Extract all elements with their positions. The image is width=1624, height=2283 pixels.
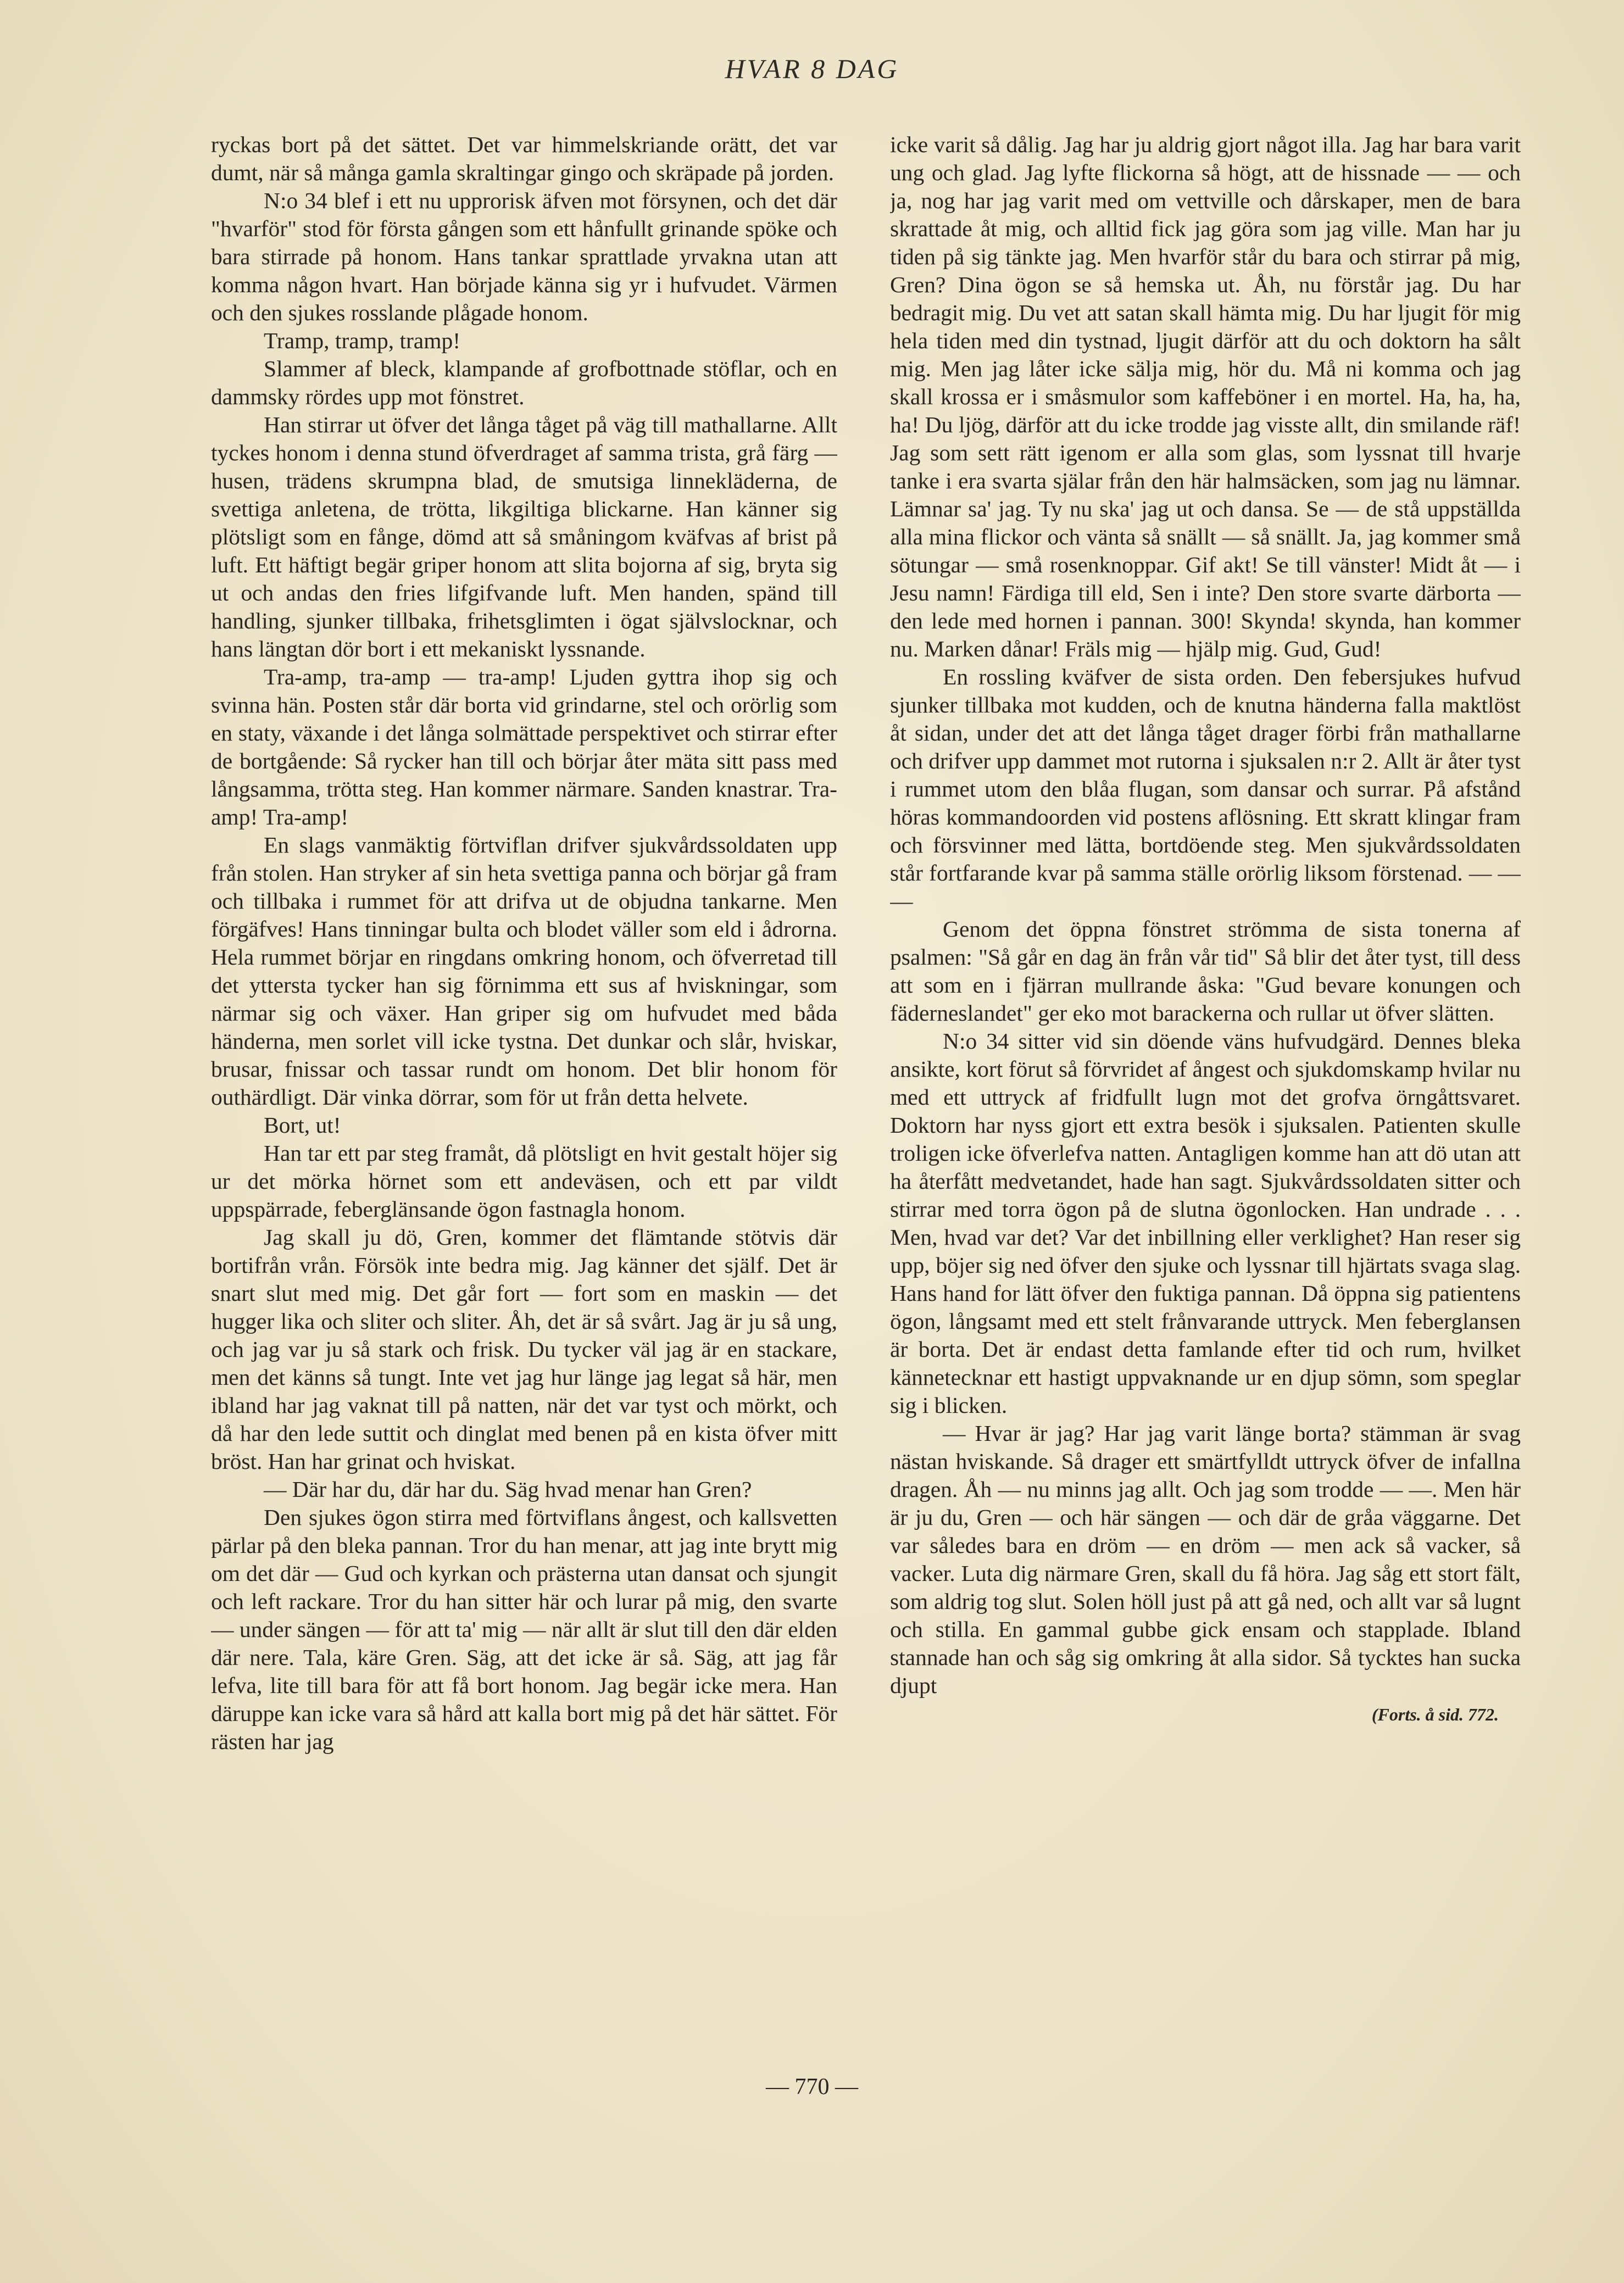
right-column-text <box>890 131 1521 1700</box>
paragraph: En slags vanmäktig förtviflan drifver sjukvårdssoldaten upp från stolen. Han stryker af sin heta svettiga panna och börjar gå fram och tillbaka i rummet för att drifva ut de objudna tankarne. Men förgäfves! Hans tinningar bulta och blodet väller som eld i ådrorna. Hela rummet börjar en ringdans omkring honom, och öfverretad till det yttersta tycker han sig förnimma ett sus af hviskningar, som närmar sig och växer. Han griper sig om hufvudet med båda händerna, men sorlet vill icke tystna. Det dunkar och slår, hviskar, brusar, fnissar och tassar rundt om honom. Det blir honom för outhärdligt. Där vinka dörrar, som för ut från detta helvete. <box>211 832 837 1110</box>
paragraph: Tramp, tramp, tramp! <box>264 328 461 353</box>
paragraph: Den sjukes ögon stirra med förtviflans ångest, och kallsvetten pärlar på den bleka pannan. Tror du han menar, att jag inte brytt mig om det där — Gud och kyrkan och prästerna utan dansat och sjungit och left rackare. Tror du han sitter här och lurar på mig, den svarte — under sängen — för att ta' mig — när allt är slut till den där elden där nere. Tala, käre Gren. Säg, att det icke är så. Säg, att jag får lefva, lite till bara för att få bort honom. Jag begär icke mera. Han däruppe kan icke vara så hård att kalla bort mig på det här sättet. För rästen har jag <box>211 1505 837 1754</box>
continuation-note: (Forts. å sid. 772. <box>1371 1705 1499 1724</box>
paragraph: Han stirrar ut öfver det långa tåget på väg till mathallarne. Allt tyckes honom i denna stund öfverdraget af samma trista, grå färg — husen, trädens skrumpna blad, de smutsiga linnekläderna, de svettiga anletena, de trötta, likgiltiga blickarne. Han känner sig plötsligt som en fånge, dömd att så småningom kväfvas af brist på luft. Ett häftigt begär griper honom att slita bojorna af sig, bryta sig ut och andas den fries lifgifvande luft. Men handen, spänd till handling, sjunker tillbaka, frihetsglimten i ögat självslocknar, och hans längtan dör bort i ett mekaniskt lyssnande. <box>211 412 837 661</box>
paragraph: icke varit så dålig. Jag har ju aldrig gjort något illa. Jag har bara varit ung och glad. Jag lyfte flickorna så högt, att de hissnade — — och ja, nog har jag varit med om vettville och dårskaper, men de bara skrattade åt mig, och alltid fick jag göra som jag ville. Man har ju tiden på sig tänkte jag. Men hvarför står du bara och stirrar på mig, Gren? Dina ögon se så hemska ut. Åh, nu förstår jag. Du har bedragit mig. Du vet att satan skall hämta mig. Du har ljugit för mig hela tiden med din tystnad, ljugit därför att du och doktorn ha sålt mig. Men jag låter icke sälja mig, hör du. Må ni komma och jag skall krossa er i småsmulor som kaffeböner i en mortel. Ha, ha, ha, ha! Du ljög, därför att du icke trodde jag visste allt, din smilande räf! Jag som sett rätt igenom er alla som glas, som lyssnat till hvarje tanke i era svarta själar från den här halmsäcken, som jag nu lämnar. Lämnar sa' jag. Ty nu ska' jag ut och dansa. Se — de stå uppställda alla mina flickor och vänta så snällt — så snällt. Ja, jag kommer små sötungar — små rosenknoppar. Gif akt! Se till vänster! Midt åt — i Jesu namn! Färdiga till eld, Sen i inte? Den store svarte därborta — den lede med hornen i pannan. 300! Skynda! skynda, han kommer nu. Marken dånar! Fräls mig — hjälp mig. Gud, Gud! <box>890 132 1521 661</box>
paragraph: Genom det öppna fönstret strömma de sista tonerna af psalmen: "Så går en dag än från vår tid" Så blir det åter tyst, till dess att som en i fjärran mullrande åska: "Gud bevare konungen och fäderneslandet" ger eko mot barackerna och rullar ut öfver slätten. <box>890 916 1521 1026</box>
paragraph: Tra-amp, tra-amp — tra-amp! Ljuden gyttra ihop sig och svinna hän. Posten står där borta vid grindarne, stel och orörlig som en staty, växande i det långa solmättade perspektivet och stirrar efter de bortgående: Så rycker han till och börjar åter mäta sitt pass med långsamma, trötta steg. Han kommer närmare. Sanden knastrar. Tra-amp! Tra-amp! <box>211 664 837 829</box>
right-column <box>890 131 1521 2075</box>
paragraph: Slammer af bleck, klampande af grofbottnade stöflar, och en dammsky rördes upp mot fönstret. <box>211 356 837 409</box>
paragraph: — Där har du, där har du. Säg hvad menar han Gren? <box>264 1477 752 1502</box>
left-column <box>211 131 837 2075</box>
running-header: HVAR 8 DAG <box>725 53 899 84</box>
paragraph: Bort, ut! <box>264 1112 341 1138</box>
paragraph: ryckas bort på det sättet. Det var himmelskriande orätt, det var dumt, när så många gamla skraltingar gingo och skräpade på jorden. <box>211 132 837 185</box>
paragraph: N:o 34 sitter vid sin döende väns hufvudgärd. Dennes bleka ansikte, kort förut så förvridet af ångest och sjukdomskamp hvilar nu med ett uttryck af fridfullt lugn mot det grofva örngåttsvaret. Doktorn har nyss gjort ett extra besök i sjuksalen. Patienten skulle troligen icke öfverlefva natten. Antagligen komme han att dö utan att ha återfått medvetandet, hade han sagt. Sjukvårdssoldaten sitter och stirrar med torra ögon på de slutna ögonlocken. Han undrade . . . Men, hvad var det? Var det inbillning eller verklighet? Han reser sig upp, böjer sig ned öfver den sjuke och lyssnar till hjärtats svaga slag. Hans hand for lätt öfver den fuktiga pannan. Då öppna sig patientens ögon, långsamt med ett stelt frånvarande uttryck. Men feberglansen är borta. Det är endast detta famlande efter tid och rum, hvilket kännetecknar ett hastigt uppvaknande ur en djup sömn, som speglar sig i blicken. <box>890 1028 1521 1418</box>
page-number: — 770 — <box>766 2074 858 2100</box>
paragraph: En rossling kväfver de sista orden. Den febersjukes hufvud sjunker tillbaka mot kudden, och de knutna händerna falla maktlöst åt sidan, under det att det långa tåget drager förbi från mathallarne och drifver upp dammet mot rutorna i sjuksalen n:r 2. Allt är åter tyst i rummet utom den blåa flugan, som dansar och surrar. På afstånd höras kommandoorden vid postens aflösning. Ett skratt klingar fram och försvinner med lätta, bortdöende steg. Men sjukvårdssoldaten står fortfarande kvar på samma ställe orörlig liksom förstenad. — — — <box>890 664 1521 914</box>
paragraph: — Hvar är jag? Har jag varit länge borta? stämman är svag nästan hviskande. Så drager ett smärtfylldt uttryck öfver de infallna dragen. Åh — nu minns jag allt. Och jag som trodde — —. Men här är ju du, Gren — och här sängen — och där de gråa väggarne. Det var således bara en dröm — en dröm — men ack så vacker, så vacker. Luta dig närmare Gren, skall du få höra. Jag såg ett stort fält, som aldrig tog slut. Solen höll just på att gå ned, och allt var så lugnt och stilla. En gammal gubbe gick ensam och stapplade. Ibland stannade han och såg sig omkring åt alla sidor. Så tycktes han sucka djupt <box>890 1421 1521 1698</box>
paragraph: N:o 34 blef i ett nu upprorisk äfven mot försynen, och det där "hvarför" stod för första gången som ett hånfullt grinande spöke och bara stirrade på honom. Hans tankar sprattlade yrvakna utan att komma någon hvart. Han började känna sig yr i hufvudet. Värmen och den sjukes rosslande plågade honom. <box>211 188 837 325</box>
paragraph: Jag skall ju dö, Gren, kommer det flämtande stötvis där bortifrån vrån. Försök inte bedra mig. Jag känner det själf. Det är snart slut med mig. Det går fort — fort som en maskin — det hugger lika och sliter och sliter. Åh, det är så svårt. Jag är ju så ung, och jag var ju så stark och frisk. Du tycker väl jag är en stackare, men det känns så tungt. Inte vet jag hur länge jag legat så här, men ibland har jag vaknat till på natten, när det var tyst och mörkt, och då har den lede suttit och dinglat med benen på en kista öfver mitt bröst. Han har grinat och hviskat. <box>211 1224 837 1474</box>
paragraph: Han tar ett par steg framåt, då plötsligt en hvit gestalt höjer sig ur det mörka hörnet som ett andeväsen, och ett par vildt uppspärrade, feberglänsande ögon fastnagla honom. <box>211 1140 837 1222</box>
